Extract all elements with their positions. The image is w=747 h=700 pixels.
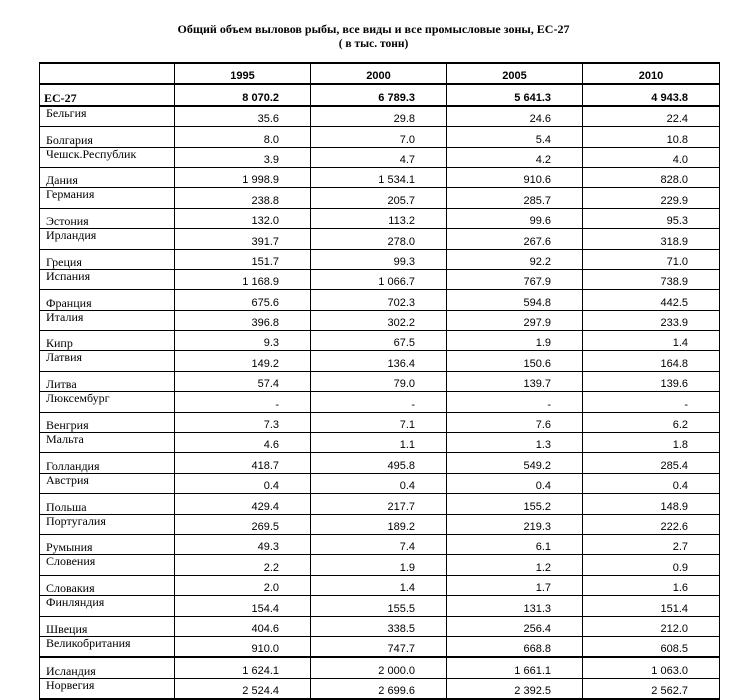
header-year: 1995 [175, 63, 311, 84]
cell-value: 1.7 [447, 575, 583, 595]
cell-value: 6.1 [447, 534, 583, 554]
cell-value: 113.2 [311, 208, 447, 228]
row-name: Румыния [40, 534, 175, 554]
row-name: Греция [40, 249, 175, 269]
cell-value: 1.1 [311, 433, 447, 453]
row-name: Эстония [40, 208, 175, 228]
row-name: Литва [40, 371, 175, 391]
table-row [40, 433, 720, 453]
cell-value: 1.9 [311, 555, 447, 575]
table-row [40, 392, 720, 412]
cell-value: - [583, 392, 720, 412]
row-name: Ирландия [40, 229, 175, 249]
row-name: Бельгия [40, 106, 175, 127]
cell-value: 297.9 [447, 310, 583, 330]
table-row [40, 412, 720, 432]
row-name: Чешск.Республик [40, 147, 175, 167]
cell-value: 318.9 [583, 229, 720, 249]
row-name: Норвегия [40, 678, 175, 699]
table-row [40, 147, 720, 167]
cell-value: 139.7 [447, 371, 583, 391]
cell-value: 2 562.7 [583, 678, 720, 699]
cell-value: 391.7 [175, 229, 311, 249]
cell-value: 0.4 [311, 473, 447, 493]
cell-value: 92.2 [447, 249, 583, 269]
cell-value: - [311, 392, 447, 412]
catch-table [39, 62, 720, 700]
table-row [40, 473, 720, 493]
table-row [40, 208, 720, 228]
cell-value: 404.6 [175, 616, 311, 636]
cell-value: 233.9 [583, 310, 720, 330]
cell-value: 10.8 [583, 127, 720, 147]
row-name: Дания [40, 167, 175, 187]
cell-value: - [447, 392, 583, 412]
cell-value: 139.6 [583, 371, 720, 391]
cell-value: 149.2 [175, 351, 311, 371]
table-row [40, 331, 720, 351]
cell-value: 49.3 [175, 534, 311, 554]
cell-value: 7.6 [447, 412, 583, 432]
cell-value: 7.1 [311, 412, 447, 432]
row-name: Люксембург [40, 392, 175, 412]
cell-value: 155.2 [447, 494, 583, 514]
cell-value: 6 789.3 [311, 84, 447, 105]
cell-value: 338.5 [311, 616, 447, 636]
cell-value: - [175, 392, 311, 412]
cell-value: 151.7 [175, 249, 311, 269]
cell-value: 278.0 [311, 229, 447, 249]
cell-value: 2.2 [175, 555, 311, 575]
cell-value: 217.7 [311, 494, 447, 514]
cell-value: 164.8 [583, 351, 720, 371]
cell-value: 828.0 [583, 167, 720, 187]
row-name: Австрия [40, 473, 175, 493]
table-row [40, 269, 720, 289]
cell-value: 2 699.6 [311, 678, 447, 699]
cell-value: 1.3 [447, 433, 583, 453]
cell-value: 1 624.1 [175, 657, 311, 678]
header-year: 2005 [447, 63, 583, 84]
row-name: Германия [40, 188, 175, 208]
row-name: Словения [40, 555, 175, 575]
header-row [40, 63, 720, 84]
cell-value: 154.4 [175, 596, 311, 616]
cell-value: 7.3 [175, 412, 311, 432]
cell-value: 8.0 [175, 127, 311, 147]
cell-value: 7.0 [311, 127, 447, 147]
cell-value: 71.0 [583, 249, 720, 269]
cell-value: 442.5 [583, 290, 720, 310]
table-row [40, 229, 720, 249]
cell-value: 418.7 [175, 453, 311, 473]
cell-value: 1.2 [447, 555, 583, 575]
cell-value: 1 534.1 [311, 167, 447, 187]
cell-value: 608.5 [583, 636, 720, 657]
row-name: Польша [40, 494, 175, 514]
cell-value: 256.4 [447, 616, 583, 636]
cell-value: 1.9 [447, 331, 583, 351]
cell-value: 131.3 [447, 596, 583, 616]
table-row [40, 351, 720, 371]
cell-value: 429.4 [175, 494, 311, 514]
cell-value: 79.0 [311, 371, 447, 391]
cell-value: 4.0 [583, 147, 720, 167]
cell-value: 150.6 [447, 351, 583, 371]
cell-value: 222.6 [583, 514, 720, 534]
cell-value: 0.4 [583, 473, 720, 493]
row-name: Латвия [40, 351, 175, 371]
cell-value: 2 524.4 [175, 678, 311, 699]
cell-value: 1.6 [583, 575, 720, 595]
row-name: Италия [40, 310, 175, 330]
row-name: Финляндия [40, 596, 175, 616]
table-row [40, 310, 720, 330]
total-row [40, 84, 720, 105]
cell-value: 205.7 [311, 188, 447, 208]
cell-value: 0.4 [447, 473, 583, 493]
table-body [40, 84, 720, 699]
row-name: Швеция [40, 616, 175, 636]
row-name: Словакия [40, 575, 175, 595]
row-name: Мальта [40, 433, 175, 453]
cell-value: 1 661.1 [447, 657, 583, 678]
cell-value: 67.5 [311, 331, 447, 351]
cell-value: 4.6 [175, 433, 311, 453]
cell-value: 302.2 [311, 310, 447, 330]
cell-value: 155.5 [311, 596, 447, 616]
cell-value: 267.6 [447, 229, 583, 249]
table-row [40, 514, 720, 534]
cell-value: 285.4 [583, 453, 720, 473]
cell-value: 910.0 [175, 636, 311, 657]
cell-value: 1 998.9 [175, 167, 311, 187]
cell-value: 269.5 [175, 514, 311, 534]
cell-value: 0.4 [175, 473, 311, 493]
row-name: ЕС-27 [40, 84, 175, 105]
cell-value: 29.8 [311, 106, 447, 127]
cell-value: 1 063.0 [583, 657, 720, 678]
cell-value: 4.2 [447, 147, 583, 167]
table-row [40, 636, 720, 657]
cell-value: 767.9 [447, 269, 583, 289]
cell-value: 2 000.0 [311, 657, 447, 678]
cell-value: 0.9 [583, 555, 720, 575]
row-name: Венгрия [40, 412, 175, 432]
cell-value: 7.4 [311, 534, 447, 554]
cell-value: 35.6 [175, 106, 311, 127]
table-row [40, 188, 720, 208]
table-row [40, 555, 720, 575]
row-name: Великобритания [40, 636, 175, 657]
cell-value: 738.9 [583, 269, 720, 289]
cell-value: 495.8 [311, 453, 447, 473]
table-row [40, 657, 720, 678]
cell-value: 219.3 [447, 514, 583, 534]
table-row [40, 127, 720, 147]
row-name: Испания [40, 269, 175, 289]
cell-value: 1 066.7 [311, 269, 447, 289]
cell-value: 132.0 [175, 208, 311, 228]
cell-value: 2.0 [175, 575, 311, 595]
table-row [40, 534, 720, 554]
table-row [40, 596, 720, 616]
cell-value: 99.6 [447, 208, 583, 228]
cell-value: 22.4 [583, 106, 720, 127]
cell-value: 229.9 [583, 188, 720, 208]
row-name: Португалия [40, 514, 175, 534]
table-row [40, 494, 720, 514]
cell-value: 95.3 [583, 208, 720, 228]
cell-value: 1.4 [583, 331, 720, 351]
cell-value: 668.8 [447, 636, 583, 657]
table-row [40, 371, 720, 391]
row-name: Голландия [40, 453, 175, 473]
cell-value: 238.8 [175, 188, 311, 208]
cell-value: 747.7 [311, 636, 447, 657]
cell-value: 3.9 [175, 147, 311, 167]
cell-value: 1.8 [583, 433, 720, 453]
table-row [40, 167, 720, 187]
cell-value: 4.7 [311, 147, 447, 167]
cell-value: 5 641.3 [447, 84, 583, 105]
header-corner [40, 63, 175, 84]
cell-value: 2 392.5 [447, 678, 583, 699]
table-title: Общий объем выловов рыбы, все виды и все промысловые зоны, ЕС-27 [177, 22, 570, 36]
cell-value: 285.7 [447, 188, 583, 208]
cell-value: 4 943.8 [583, 84, 720, 105]
table-row [40, 106, 720, 127]
cell-value: 1.4 [311, 575, 447, 595]
table-row [40, 575, 720, 595]
row-name: Кипр [40, 331, 175, 351]
row-name: Исландия [40, 657, 175, 678]
cell-value: 1 168.9 [175, 269, 311, 289]
cell-value: 549.2 [447, 453, 583, 473]
cell-value: 189.2 [311, 514, 447, 534]
table-row [40, 616, 720, 636]
header-year: 2010 [583, 63, 720, 84]
cell-value: 5.4 [447, 127, 583, 147]
table-row [40, 249, 720, 269]
cell-value: 212.0 [583, 616, 720, 636]
cell-value: 136.4 [311, 351, 447, 371]
cell-value: 8 070.2 [175, 84, 311, 105]
cell-value: 702.3 [311, 290, 447, 310]
table-subtitle: ( в тыс. тонн) [338, 38, 409, 50]
cell-value: 24.6 [447, 106, 583, 127]
table-row [40, 453, 720, 473]
cell-value: 396.8 [175, 310, 311, 330]
cell-value: 594.8 [447, 290, 583, 310]
row-name: Болгария [40, 127, 175, 147]
cell-value: 910.6 [447, 167, 583, 187]
cell-value: 148.9 [583, 494, 720, 514]
row-name: Франция [40, 290, 175, 310]
cell-value: 9.3 [175, 331, 311, 351]
table-row [40, 290, 720, 310]
cell-value: 151.4 [583, 596, 720, 616]
cell-value: 2.7 [583, 534, 720, 554]
header-year: 2000 [311, 63, 447, 84]
cell-value: 99.3 [311, 249, 447, 269]
cell-value: 57.4 [175, 371, 311, 391]
table-row [40, 678, 720, 699]
cell-value: 675.6 [175, 290, 311, 310]
cell-value: 6.2 [583, 412, 720, 432]
